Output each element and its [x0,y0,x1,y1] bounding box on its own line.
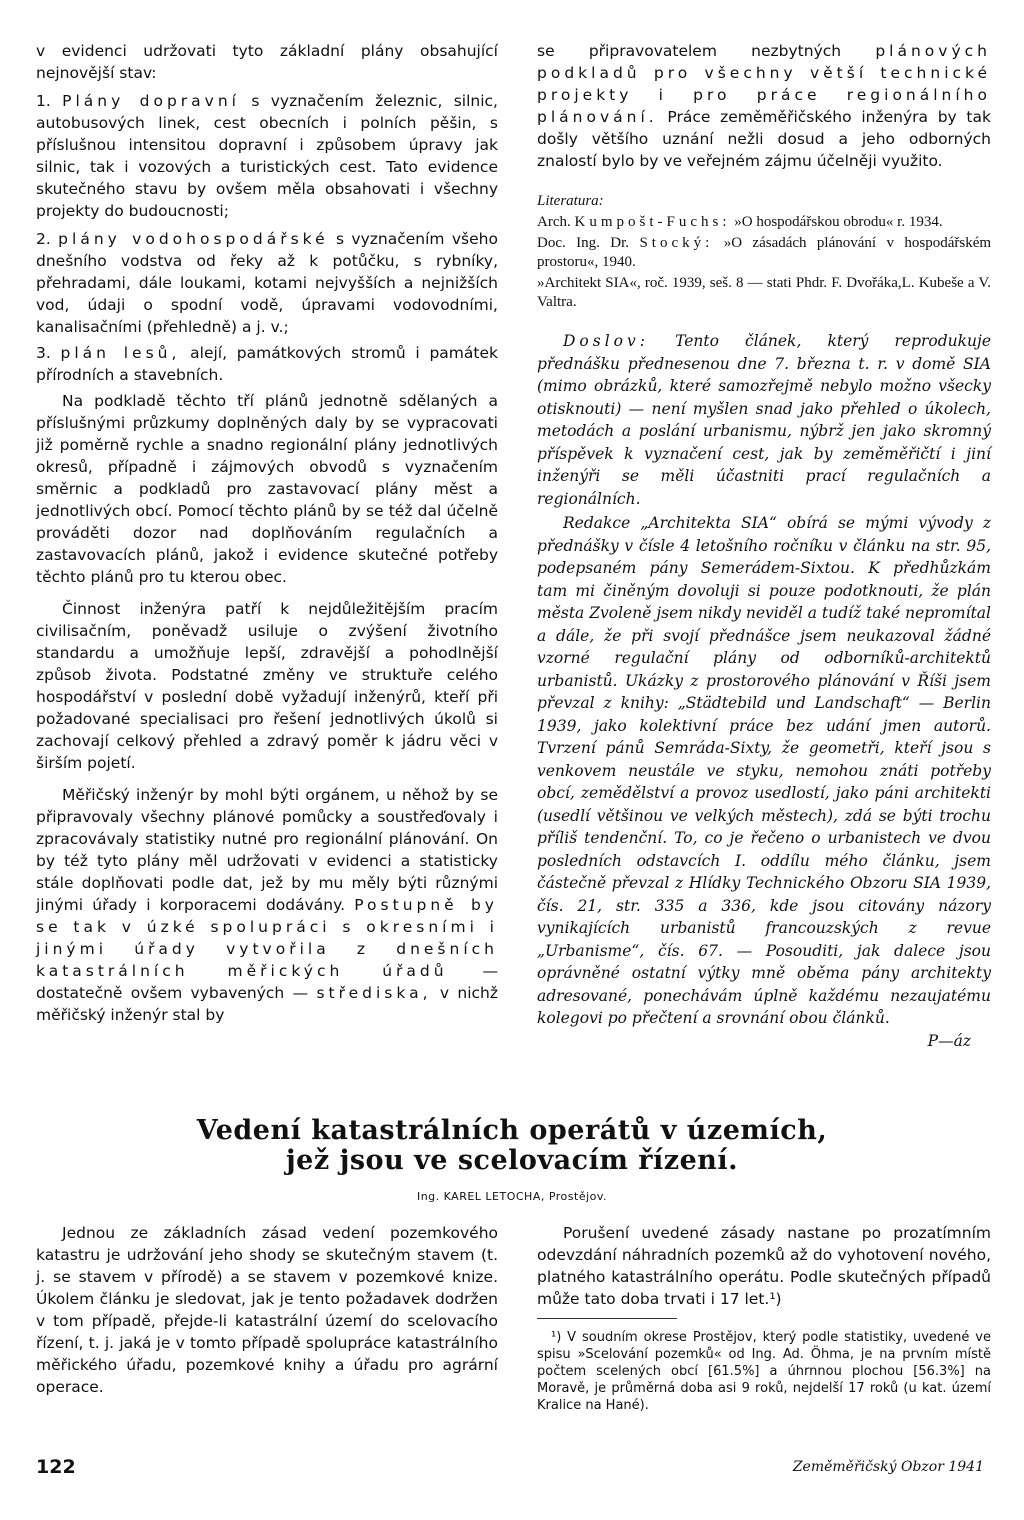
list-lead: plány vodohospodářské [58,230,329,248]
lit-text: Arch. [537,214,571,230]
list-text: s vyznačením všeho dnešního vodstva od řeky až k potůčku, s rybníky, přehradami, dále loukami, kotami nejvyšších a nejnižších vod, údaji o spodní vodě, úpravami vodovodními, kanalisačními (přehledně) a j. v.; [36,230,498,336]
footnote-divider [537,1318,677,1319]
lit-text: »O zásadách plánování v hospodářském prostoru«, 1940. [537,235,992,270]
afterword-lead: Doslov: [563,332,649,350]
list-number: 2. [36,230,51,248]
signature: P—áz [927,1031,971,1050]
left-column-bottom [36,1222,498,1398]
literature-item [537,234,991,272]
literature-item: »Architekt SIA«, roč. 1939, seš. 8 — stati Phdr. F. Dvořáka,L. Kubeše a V. Valtra. [537,275,991,310]
paragraph-text: Práce zeměměřičského inženýra by tak došly většího uznání nežli dosud a jeho odborných znalostí bylo by ve veřejném zájmu účelněji využito. [537,108,991,170]
left-column-top [36,40,498,1026]
paragraph-text: se připravovatelem nezbytných [537,42,842,60]
article-author: Ing. KAREL LETOCHA, Prostějov. [416,1190,608,1203]
paragraph-surveyor [36,784,498,1026]
list-item-3 [36,342,498,386]
spaced-text: plánových podkladů pro všechny větší technické projekty i pro práce regionálního plánování. [537,42,991,126]
paragraph-plans: Na podkladě těchto tří plánů jednotně sdělaných a příslušnými průzkumy doplněných daly by se vypracovati již poměrně rychle a snadno regionální plány jednotlivých okresů, případně i zájmových obvodů s vyznačením směrnic a podkladů pro zastavovací plány měst a jednotlivých obcí. Pomocí těchto plánů by se též dal účelně prováděti dozor nad doplňováním regulačních a zastavovacích plánů, jakož i evidence skutečné potřeby těchto plánů pro tu kterou obec. [36,392,498,586]
article-paragraph: Jednou ze základních zásad vedení pozemkového katastru je udržování jeho shody se skutečným stavem (t. j. se stavem v přírodě) a se stavem v pozemkové knize. Úkolem článku je sledovat, jak je tento požadavek dodržen v tom případě, přejde-li katastrální území do scelovacího řízení, t. j. jaká je v tomto případě spolupráce katastrálního měřického úřadu, pozemkové knihy a úřadu pro agrární operace. [36,1224,498,1396]
journal-name: Zeměměřičský Obzor 1941 [792,1459,984,1475]
list-item-1 [36,90,498,222]
lit-author: Stocký: [639,235,714,251]
afterword-text: Tento článek, který reprodukuje přednášku přednesenou dne 7. března t. r. v domě SIA (mimo obrázků, které samozřejmě nebylo možno všecky otisknouti) — není myšlen snad jako přehled o úkolech, metodách a poslání urbanismu, nýbrž jen jako skromný příspěvek k vyznačení cest, jak by zeměměřičtí i jiní inženýři se měli účastniti prací regulačních a regionálních. [537,332,991,508]
paragraph-text: Měřičský inženýr by mohl býti orgánem, u něhož by se připravovaly všechny plánové pomůcky a soustřeďovaly i zpracovávaly statistiky nutné pro regionální plánování. On by též tyto plány měl udržovati v evidenci a statisticky stále doplňovati podle dat, jež by mu měly býti různými jinými úřady i korporacemi dodávány. [36,786,498,914]
literature-section [537,192,991,312]
lit-author: Kumpošt-Fuchs: [574,214,731,230]
article-title-line-1: Vedení katastrálních operátů v územích, [196,1115,828,1146]
spaced-text: střediska, [316,984,432,1002]
list-number: 1. [36,92,51,110]
literature-heading: Literatura: [537,193,604,209]
list-number: 3. [36,344,51,362]
article-paragraph: Porušení uvedené zásady nastane po prozatímním odevzdání náhradních pozemků až do vyhotovení nového, platného katastrálního operátu. Podle skutečných případů může tato doba trvati i 17 let.¹) [537,1224,991,1308]
footnote: ¹) V soudním okrese Prostějov, který podle statistiky, uvedené ve spisu »Scelování pozemků« od Ing. Ad. Öhma, je na prvním místě počtem scelených obcí [61.5%] a úhrnnou plochou [56.3%] na Moravě, je průměrná doba asi 9 roků, nejdelší 17 roků (u kat. území Kralice na Hané). [537,1330,991,1413]
right-column-top [537,40,991,1052]
article-title-line-2: jež jsou ve scelovacím řízení. [285,1145,739,1176]
list-lead: plán lesů, [60,344,181,362]
spaced-text: Postupně by se tak v úzké spolupráci s okresními i jinými úřady vytvořila z dnešních katastrálních měřických úřadů [36,896,498,980]
right-column-bottom [537,1222,991,1414]
lit-text: Doc. Ing. Dr. [537,235,630,251]
editorial-reply: Redakce „Architekta SIA“ obírá se mými vývody z přednášky v čísle 4 letošního ročníku v článku na str. 95, podepsaném pány Semerádem-Sixtou. K předhůzkám tam mi činěným dovoluji si pouze podotknouti, že plán města Zvoleně jsem nikdy neviděl a tudíž také nepromítal a dále, že při svojí přednášce jsem neukazoval žádné vzorné regulační plány od odborníků-architektů urbanistů. Ukázky z prostorového plánování v Říši jsem převzal z knihy: „Städtebild und Landschaft“ — Berlin 1939, jako kolektivní práce bez udání jmen autorů. Tvrzení pánů Semráda-Sixty, že geometři, kteří jsou s venkovem neustále ve styku, nemohou znáti potřeby obcí, zemědělství a provoz usedlostí, jako páni architekti (usedlí většinou ve velkých městech), zdá se býti trochu příliš tendenční. To, co je řečeno o urbanistech ve dvou posledních odstavcích I. oddílu mého článku, jsem částečně převzal z Hlídky Technického Obzoru SIA 1939, čís. 21, str. 335 a 336, kde jsou citovány názory vynikajících urbanistů francouzských z revue „Urbanisme“, čís. 67. — Posouditi, jak dalece jsou oprávněné ostatní výtky mně oběma pány architekty adresované, ponechávám úplně každému nezaujatému kolegovi po přečtení a srovnání obou článků. [537,514,991,1027]
paragraph-text: v nichž měřičský inženýr stal by [36,984,498,1024]
list-item-2 [36,228,498,338]
afterword [537,330,991,1052]
paragraph-text: — dostatečně ovšem vybavených — [36,962,498,1002]
page-number: 122 [36,1456,76,1478]
list-text: alejí, památkových stromů i památek přírodních a stavebních. [36,344,498,384]
afterword-paragraph [537,330,991,510]
literature-item [537,213,991,232]
intro-text: v evidenci udržovati tyto základní plány obsahující nejnovější stav: [36,42,498,82]
article-header [36,1116,988,1203]
continuation-paragraph [537,40,991,172]
signature-line [537,1030,991,1053]
list-text: s vyznačením železnic, silnic, autobusových linek, cest obecních i polních pěšin, s příslušnou intensitou dopravní i způsobem úpravy jak silnic, tak i vozových a turistických cest. Tato evidence skutečného stavu by ovšem měla obsahovati i všechny projekty do budoucnosti; [36,92,498,220]
lit-text: »O hospodářskou obrodu« r. 1934. [734,214,943,230]
list-lead: Plány dopravní [62,92,240,110]
paragraph-engineer: Činnost inženýra patří k nejdůležitějším pracím civilisačním, poněvadž usiluje o zvýšení životního standardu a umožňuje lepší, zdravější a pohodlnější způsob života. Podstatné změny ve struktuře celého hospodářství v poslední době vyžadují inženýrů, kteří při požadované specialisaci pro řešení jednotlivých úkolů si zachovají celkový přehled a zdravý poměr k jádru věci v širším pojetí. [36,600,498,772]
